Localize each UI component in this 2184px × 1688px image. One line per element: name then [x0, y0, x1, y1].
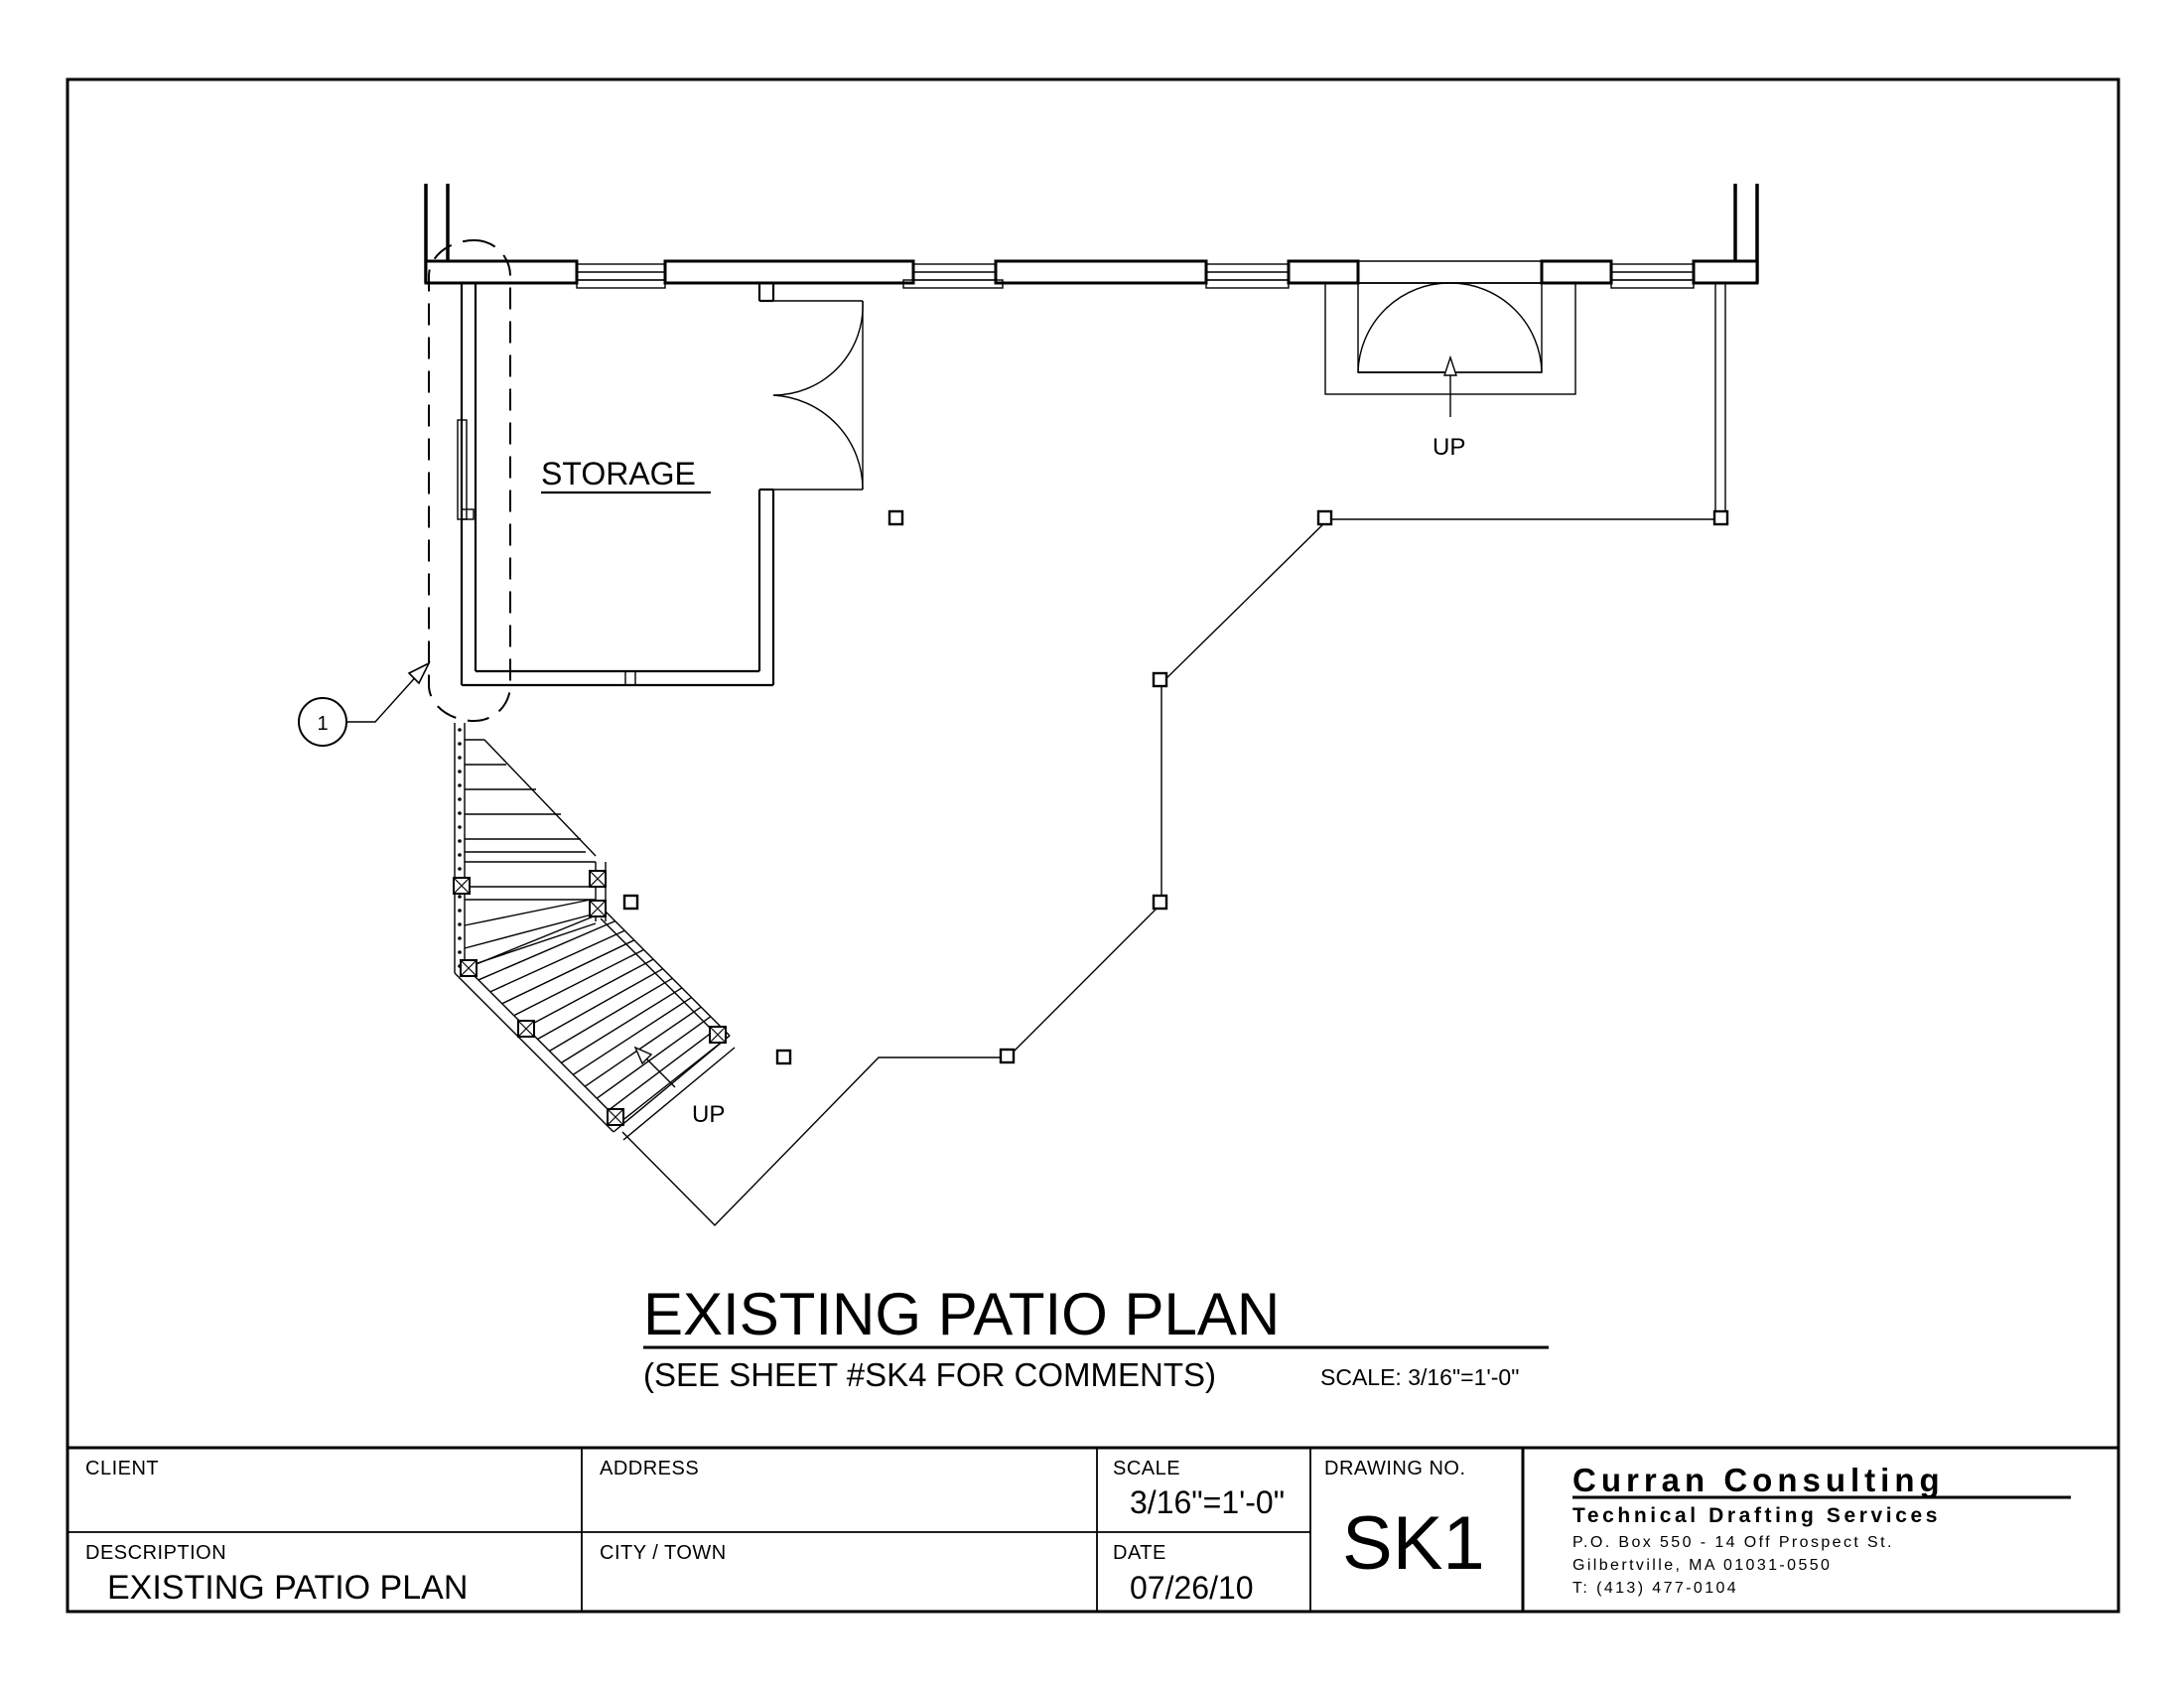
post — [1154, 673, 1166, 686]
window — [903, 264, 1003, 288]
stringer-fastener — [458, 936, 462, 940]
post — [1714, 511, 1727, 524]
date-label: DATE — [1113, 1542, 1166, 1564]
stringer-fastener — [458, 742, 462, 746]
stringer-fastener — [458, 853, 462, 857]
stringer-fastener — [458, 825, 462, 829]
stair-tread — [467, 912, 606, 968]
company-name: Curran Consulting — [1572, 1462, 1945, 1498]
deck-stairs — [454, 723, 735, 1140]
company-address-1: P.O. Box 550 - 14 Off Prospect St. — [1572, 1534, 1894, 1551]
stringer-fastener — [458, 895, 462, 899]
stringer-fastener — [458, 839, 462, 843]
description-value: EXISTING PATIO PLAN — [107, 1569, 469, 1607]
stair-tread — [478, 921, 615, 980]
window — [1611, 264, 1694, 288]
stringer-fastener — [458, 867, 462, 871]
stringer-fastener — [458, 811, 462, 815]
description-label: DESCRIPTION — [85, 1542, 227, 1564]
stringer-fastener — [458, 728, 462, 732]
company-phone: T: (413) 477-0104 — [1572, 1580, 1739, 1597]
floor-plan — [299, 184, 1757, 1225]
stringer-fastener — [458, 756, 462, 760]
drawing-subtitle: (SEE SHEET #SK4 FOR COMMENTS) — [643, 1356, 1216, 1393]
scale-value: 3/16"=1'-0" — [1130, 1484, 1286, 1520]
stringer-fastener — [458, 797, 462, 801]
post — [1318, 511, 1331, 524]
detail-callout — [299, 240, 510, 746]
exterior-wall — [426, 184, 1757, 288]
room-label-storage: STORAGE — [541, 456, 696, 492]
scale-label: SCALE — [1113, 1458, 1181, 1479]
patio-posts — [624, 511, 1727, 1063]
stair-tread — [490, 930, 624, 992]
company-address-2: Gilbertville, MA 01031-0550 — [1572, 1557, 1833, 1574]
address-label: ADDRESS — [600, 1458, 700, 1479]
stair-tread — [514, 949, 644, 1015]
drawing-title: EXISTING PATIO PLAN — [643, 1281, 1281, 1347]
client-label: CLIENT — [85, 1458, 160, 1479]
scale-note: SCALE: 3/16"=1'-0" — [1320, 1364, 1520, 1390]
post — [777, 1051, 790, 1063]
window — [1206, 264, 1289, 288]
stringer-fastener — [458, 783, 462, 787]
stringer-fastener — [458, 909, 462, 913]
newel-post — [518, 1021, 534, 1037]
newel-post — [710, 1027, 726, 1043]
door-up-label: UP — [1433, 434, 1466, 461]
drawing-no-label: DRAWING NO. — [1324, 1458, 1466, 1479]
stair-tread — [597, 1017, 711, 1098]
company-tagline: Technical Drafting Services — [1572, 1504, 1942, 1527]
newel-posts — [454, 871, 726, 1125]
stair-tread — [549, 978, 672, 1051]
drawing-no-value: SK1 — [1342, 1501, 1485, 1586]
post — [1001, 1050, 1014, 1062]
post — [889, 511, 902, 524]
post — [1154, 896, 1166, 909]
stringer-fastener — [458, 770, 462, 774]
stair-tread — [609, 1026, 720, 1110]
callout-number: 1 — [317, 713, 329, 735]
newel-post — [590, 871, 606, 887]
newel-post — [461, 960, 477, 976]
newel-post — [608, 1109, 623, 1125]
date-value: 07/26/10 — [1130, 1570, 1254, 1606]
city-label: CITY / TOWN — [600, 1542, 727, 1564]
post — [624, 896, 637, 909]
window — [577, 264, 665, 288]
stair-tread — [502, 940, 634, 1004]
stringer-fastener — [458, 950, 462, 954]
stair-up-label: UP — [692, 1101, 726, 1128]
stringer-fastener — [458, 922, 462, 926]
patio-outline — [622, 519, 1725, 1225]
drawing-title-block — [643, 1281, 1549, 1393]
newel-post — [454, 878, 470, 894]
title-block — [68, 1448, 2118, 1612]
up-arrow-icon — [1444, 357, 1456, 375]
storage-room — [458, 283, 863, 685]
entry-landing — [1325, 283, 1575, 461]
newel-post — [590, 901, 606, 916]
